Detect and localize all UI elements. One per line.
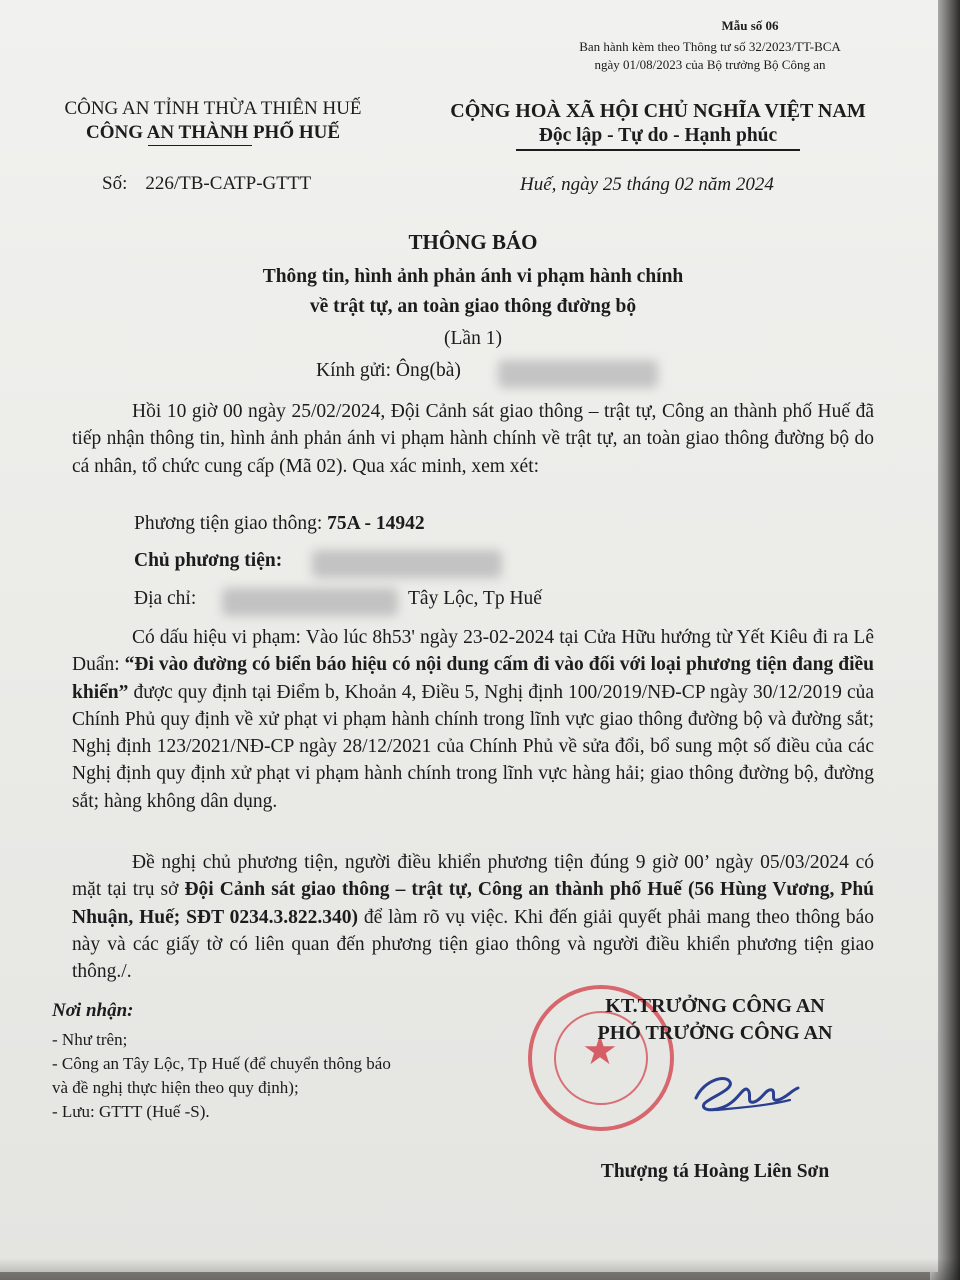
document-subtitle bbox=[0, 262, 946, 322]
request-prefix: Đề nghị chủ phương tiện, người điều khiển phương tiện đúng 9 giờ 00’ ngày 05/03/2024 có mặt tại trụ sở bbox=[72, 852, 874, 901]
redacted-recipient-name bbox=[498, 360, 658, 388]
notice-round: (Lần 1) bbox=[444, 328, 502, 349]
bottom-shadow bbox=[0, 1258, 960, 1280]
recipients-heading: Nơi nhận: bbox=[52, 1000, 134, 1021]
recipients-line-4: - Lưu: GTTT (Huế -S). bbox=[52, 1102, 210, 1121]
handwritten-signature bbox=[686, 1060, 806, 1120]
redacted-owner-name bbox=[312, 550, 502, 578]
subtitle-line-2: về trật tự, an toàn giao thông đường bộ bbox=[309, 296, 637, 317]
intro-text: Hồi 10 giờ 00 ngày 25/02/2024, Đội Cảnh sát giao thông – trật tự, Công an thành phố Huế đã tiếp nhận thông tin, hình ảnh phản ánh vi phạm hành chính về trật tự, an toàn giao thông đường bộ do cá nhân, tổ chức cung cấp (Mã 02). Qua xác minh, xem xét: bbox=[72, 401, 874, 477]
recipients-line-2: - Công an Tây Lộc, Tp Huế (để chuyển thông báo bbox=[52, 1054, 391, 1073]
owner-line bbox=[134, 550, 282, 572]
recipient-line: Kính gửi: Ông(bà) bbox=[316, 360, 461, 381]
address-label: Địa chỉ: bbox=[134, 588, 197, 609]
document-number-value: 226/TB-CATP-GTTT bbox=[145, 173, 312, 194]
seal-star-icon: ★ bbox=[582, 1028, 618, 1074]
form-reference bbox=[540, 38, 880, 74]
motto-underline bbox=[516, 149, 800, 151]
agency-parent: CÔNG AN TỈNH THỪA THIÊN HUẾ bbox=[64, 98, 362, 119]
request-location: Đội Cảnh sát giao thông – trật tự, Công an thành phố Huế (56 Hùng Vương, Phú Nhuận, Huế; SĐT 0234.3.822.340) bbox=[72, 879, 875, 928]
request-paragraph bbox=[72, 849, 874, 985]
document-number bbox=[102, 173, 311, 195]
signer-name: Thượng tá Hoàng Liên Sơn bbox=[600, 1161, 830, 1182]
recipients-line-3: và đề nghị thực hiện theo quy định); bbox=[52, 1078, 299, 1097]
vehicle-plate: 75A - 14942 bbox=[327, 513, 425, 534]
redacted-address bbox=[222, 588, 398, 616]
vehicle-line bbox=[134, 513, 425, 535]
form-number: Mẫu số 06 bbox=[721, 18, 779, 33]
violation-legal-basis: được quy định tại Điểm b, Khoản 4, Điều 5, Nghị định 100/2019/NĐ-CP ngày 30/12/2019 của Chính Phủ quy định về xử phạt vi phạm hành chính trong lĩnh vực giao thông đường bộ và đường sắt; Nghị định 123/2021/NĐ-CP ngày 28/12/2021 của Chính Phủ về sửa đổi, bổ sung một số điều của các Nghị định quy định xử phạt vi phạm hành chính trong lĩnh vực hàng hải; giao thông đường bộ, đường sắt; hàng không dân dụng. bbox=[72, 681, 875, 812]
national-title: CỘNG HOÀ XÃ HỘI CHỦ NGHĨA VIỆT NAM bbox=[450, 100, 866, 122]
document-number-label: Số: bbox=[102, 173, 128, 194]
recipients-line-1: - Như trên; bbox=[52, 1030, 128, 1049]
national-motto: Độc lập - Tự do - Hạnh phúc bbox=[538, 125, 778, 146]
violation-prefix: Có dấu hiệu vi phạm: Vào lúc 8h53' ngày 23-02-2024 tại Cửa Hữu hướng từ Yết Kiêu đi ra Lê Duẩn: bbox=[72, 627, 874, 676]
signature-title-1: KT.TRƯỞNG CÔNG AN bbox=[605, 995, 825, 1017]
violation-paragraph bbox=[72, 624, 874, 815]
address-visible: Tây Lộc, Tp Huế bbox=[408, 588, 542, 609]
form-reference-line-2: ngày 01/08/2023 của Bộ trưởng Bộ Công an bbox=[594, 57, 826, 72]
violation-description: “Đi vào đường có biển báo hiệu có nội dung cấm đi vào đối với loại phương tiện đang điều khiển” bbox=[72, 654, 874, 703]
agency-name: CÔNG AN THÀNH PHỐ HUẾ bbox=[85, 122, 341, 143]
agency-underline bbox=[148, 145, 252, 146]
form-reference-line-1: Ban hành kèm theo Thông tư số 32/2023/TT-BCA bbox=[579, 39, 841, 54]
request-suffix: để làm rõ vụ việc. Khi đến giải quyết phải mang theo thông báo này và các giấy tờ có liên quan đến phương tiện giao thông và người điều khiển phương tiện giao thông./. bbox=[72, 906, 874, 983]
document-title: THÔNG BÁO bbox=[408, 230, 538, 254]
address-label-line bbox=[134, 588, 196, 610]
subtitle-line-1: Thông tin, hình ảnh phản ánh vi phạm hành chính bbox=[262, 266, 684, 287]
owner-label: Chủ phương tiện: bbox=[134, 550, 283, 571]
signature-title-2: PHÓ TRƯỞNG CÔNG AN bbox=[597, 1022, 833, 1044]
vehicle-label: Phương tiện giao thông: bbox=[134, 513, 323, 534]
intro-paragraph bbox=[72, 398, 874, 480]
document-date: Huế, ngày 25 tháng 02 năm 2024 bbox=[520, 174, 774, 195]
